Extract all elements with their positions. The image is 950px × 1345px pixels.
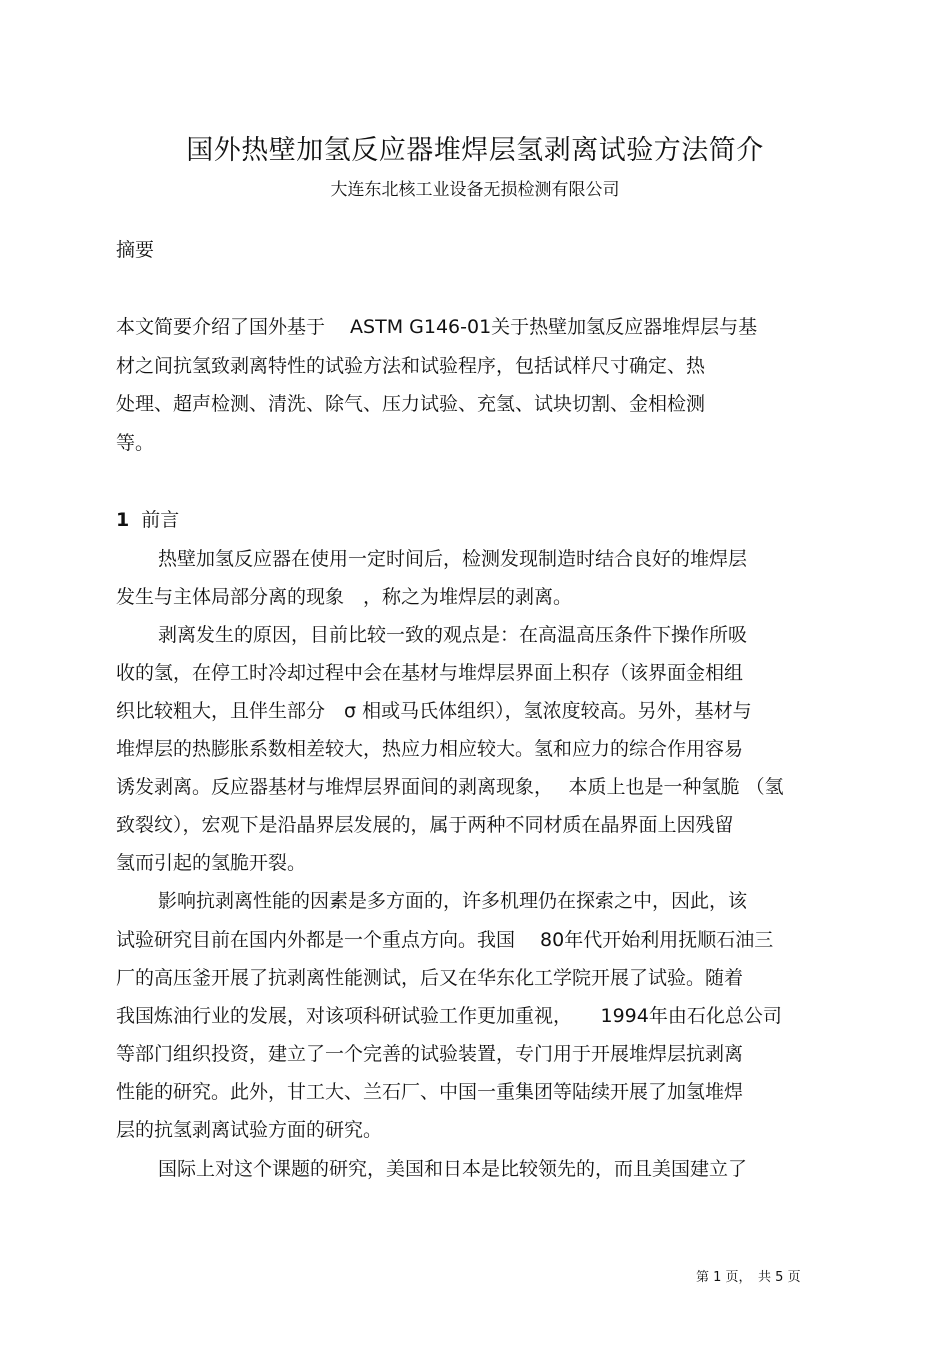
paragraph-line: 层的抗氢剥离试验方面的研究。	[116, 1119, 383, 1141]
paragraph-line: 厂的高压釜开展了抗剥离性能测试，后又在华东化工学院开展了试验。随着	[116, 967, 744, 989]
paragraph-line: 影响抗剥离性能的因素是多方面的，许多机理仍在探索之中，因此，该	[158, 890, 748, 912]
paragraph-line: 热壁加氢反应器在使用一定时间后，检测发现制造时结合良好的堆焊层	[158, 548, 748, 570]
paragraph-line: 收的氢，在停工时冷却过程中会在基材与堆焊层界面上积存（该界面金相组	[116, 662, 744, 684]
paragraph-line: 诱发剥离。反应器基材与堆焊层界面间的剥离现象， 本质上也是一种氢脆 （氢	[116, 776, 784, 798]
document-title: 国外热壁加氢反应器堆焊层氢剥离试验方法简介	[186, 135, 764, 166]
document-author: 大连东北核工业设备无损检测有限公司	[330, 180, 620, 200]
abstract-line: 处理、超声检测、清洗、除气、压力试验、充氢、试块切割、金相检测	[116, 393, 706, 415]
section-title: 前言	[141, 509, 180, 531]
paragraph-line: 发生与主体局部分离的现象 ，称之为堆焊层的剥离。	[116, 586, 573, 608]
paragraph-line: 性能的研究。此外，甘工大、兰石厂、中国一重集团等陆续开展了加氢堆焊	[116, 1081, 744, 1103]
abstract-line: 等。	[116, 432, 155, 454]
abstract-line: 本文简要介绍了国外基于 ASTM G146-01关于热壁加氢反应器堆焊层与基	[116, 316, 758, 338]
paragraph-line: 织比较粗大，且伴生部分 σ 相或马氏体组织），氢浓度较高。另外，基材与	[116, 700, 752, 722]
paragraph-line: 剥离发生的原因，目前比较一致的观点是：在高温高压条件下操作所吸	[158, 624, 748, 646]
paragraph-line: 堆焊层的热膨胀系数相差较大，热应力相应较大。氢和应力的综合作用容易	[116, 738, 744, 760]
paragraph-line: 我国炼油行业的发展，对该项科研试验工作更加重视， 1994年由石化总公司	[116, 1005, 782, 1027]
abstract-heading: 摘要	[116, 239, 155, 261]
paragraph-line: 试验研究目前在国内外都是一个重点方向。我国 80年代开始利用抚顺石油三	[116, 929, 774, 951]
paragraph-line: 氢而引起的氢脆开裂。	[116, 852, 307, 874]
paragraph-line: 致裂纹），宏观下是沿晶界层发展的，属于两种不同材质在晶界面上因残留	[116, 814, 734, 836]
paragraph-line: 国际上对这个课题的研究，美国和日本是比较领先的，而且美国建立了	[158, 1158, 748, 1180]
page-number: 第 1 页， 共 5 页	[696, 1270, 801, 1285]
section-heading	[116, 506, 179, 534]
section-number: 1	[116, 509, 130, 531]
paragraph-line: 等部门组织投资，建立了一个完善的试验装置，专门用于开展堆焊层抗剥离	[116, 1043, 744, 1065]
abstract-line: 材之间抗氢致剥离特性的试验方法和试验程序，包括试样尺寸确定、热	[116, 355, 706, 377]
